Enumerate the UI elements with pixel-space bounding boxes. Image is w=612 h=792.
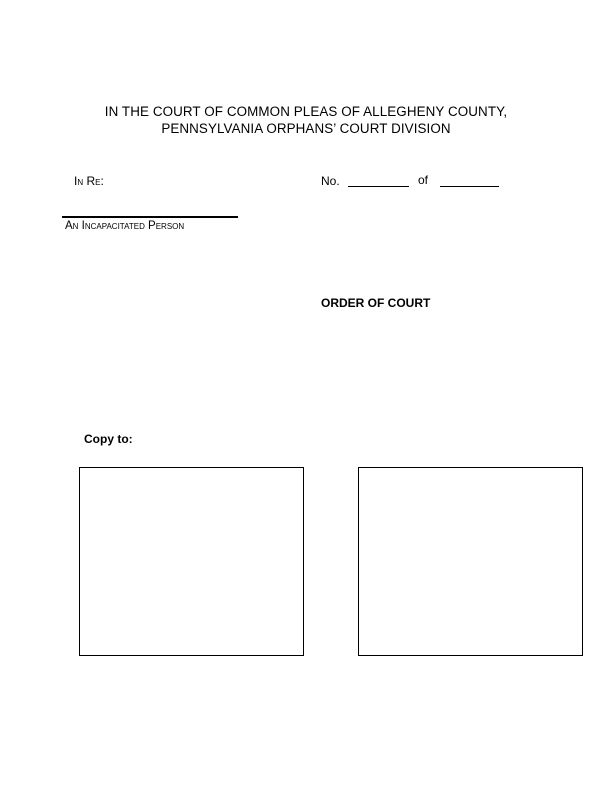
case-year-underline bbox=[440, 186, 499, 187]
case-number-underline bbox=[348, 186, 409, 187]
in-re-label: In Re: bbox=[74, 174, 104, 188]
party-label: An Incapacitated Person bbox=[65, 220, 185, 232]
case-number-field[interactable] bbox=[350, 172, 407, 186]
court-caption-line-1: IN THE COURT OF COMMON PLEAS OF ALLEGHENY COUNTY, bbox=[104, 104, 508, 119]
case-number-label: No. bbox=[321, 174, 340, 188]
copy-to-label: Copy to: bbox=[84, 432, 133, 446]
party-name-line bbox=[62, 216, 238, 218]
case-year-field[interactable] bbox=[442, 172, 498, 186]
court-caption-line-2: PENNSYLVANIA ORPHANS’ COURT DIVISION bbox=[161, 121, 451, 136]
recipient-box-right[interactable] bbox=[358, 467, 583, 656]
recipient-box-left[interactable] bbox=[79, 467, 304, 656]
of-label: of bbox=[418, 173, 429, 187]
document-title: ORDER OF COURT bbox=[321, 296, 431, 310]
